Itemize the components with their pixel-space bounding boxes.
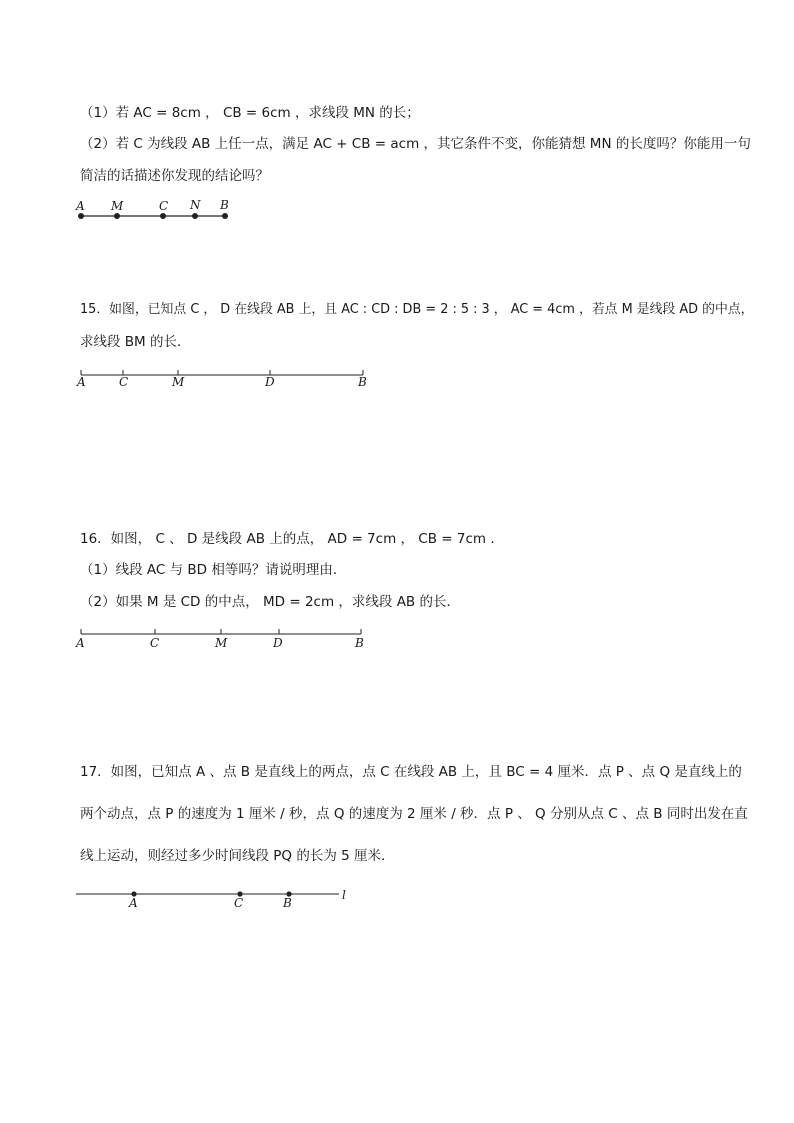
p16-figure	[75, 629, 364, 650]
p15-label-c: C	[119, 375, 129, 389]
p15-label-m: M	[172, 375, 185, 389]
p14-label-b: B	[220, 198, 229, 212]
p16-part1: （1）线段 AC 与 BD 相等吗？请说明理由．	[80, 562, 347, 578]
p14-point-b	[222, 213, 228, 219]
p14-part2-line1: （2）若 C 为线段 AB 上任一点，满足 AC + CB = acm ，其它条件不变，你能猜想 MN 的长度吗？你能用一句	[80, 136, 751, 152]
p15-figure	[76, 370, 367, 389]
p17-line2: 两个动点，点 P 的速度为 1 厘米 / 秒，点 Q 的速度为 2 厘米 / 秒．点 P 、 Q 分别从点 C 、点 B 同时出发在直	[80, 806, 748, 822]
p16-label-c: C	[150, 636, 160, 650]
p17-label-c: C	[234, 896, 244, 910]
p16-label-b: B	[355, 636, 364, 650]
p17-figure	[76, 888, 346, 910]
p14-label-n: N	[190, 198, 201, 212]
p16-label-m: M	[215, 636, 228, 650]
p14-point-m	[114, 213, 120, 219]
p17-label-b: B	[283, 896, 292, 910]
p17-label-a: A	[129, 896, 138, 910]
p15-label-a: A	[77, 375, 86, 389]
p15-line2: 求线段 BM 的长．	[80, 334, 191, 350]
p16-label-a: A	[76, 636, 85, 650]
p16-part2: （2）如果 M 是 CD 的中点， MD = 2cm ，求线段 AB 的长．	[80, 594, 460, 610]
p14-point-a	[78, 213, 84, 219]
p17-line1: 17．如图，已知点 A 、点 B 是直线上的两点，点 C 在线段 AB 上，且 BC = 4 厘米．点 P 、点 Q 是直线上的	[80, 764, 742, 780]
p14-point-n	[192, 213, 198, 219]
p17-line3: 线上运动，则经过多少时间线段 PQ 的长为 5 厘米．	[80, 848, 395, 864]
p14-part1: （1）若 AC = 8cm ， CB = 6cm ，求线段 MN 的长；	[80, 105, 420, 121]
p15-line1: 15．如图，已知点 C ， D 在线段 AB 上，且 AC : CD : DB = 2 : 5 : 3 ， AC = 4cm ，若点 M 是线段 AD 的中点，	[80, 302, 754, 317]
p14-label-a: A	[76, 199, 85, 213]
p14-point-c	[160, 213, 166, 219]
p15-label-d: D	[265, 375, 275, 389]
p14-label-c: C	[159, 199, 169, 213]
p16-line1: 16．如图， C 、 D 是线段 AB 上的点， AD = 7cm ， CB = 7cm ．	[80, 531, 504, 547]
p17-label-l: l	[342, 888, 346, 902]
p14-part2-line2: 简洁的话描述你发现的结论吗？	[80, 168, 269, 184]
p14-figure	[75, 198, 229, 219]
p15-label-b: B	[358, 375, 367, 389]
p14-label-m: M	[111, 199, 124, 213]
p16-label-d: D	[273, 636, 283, 650]
